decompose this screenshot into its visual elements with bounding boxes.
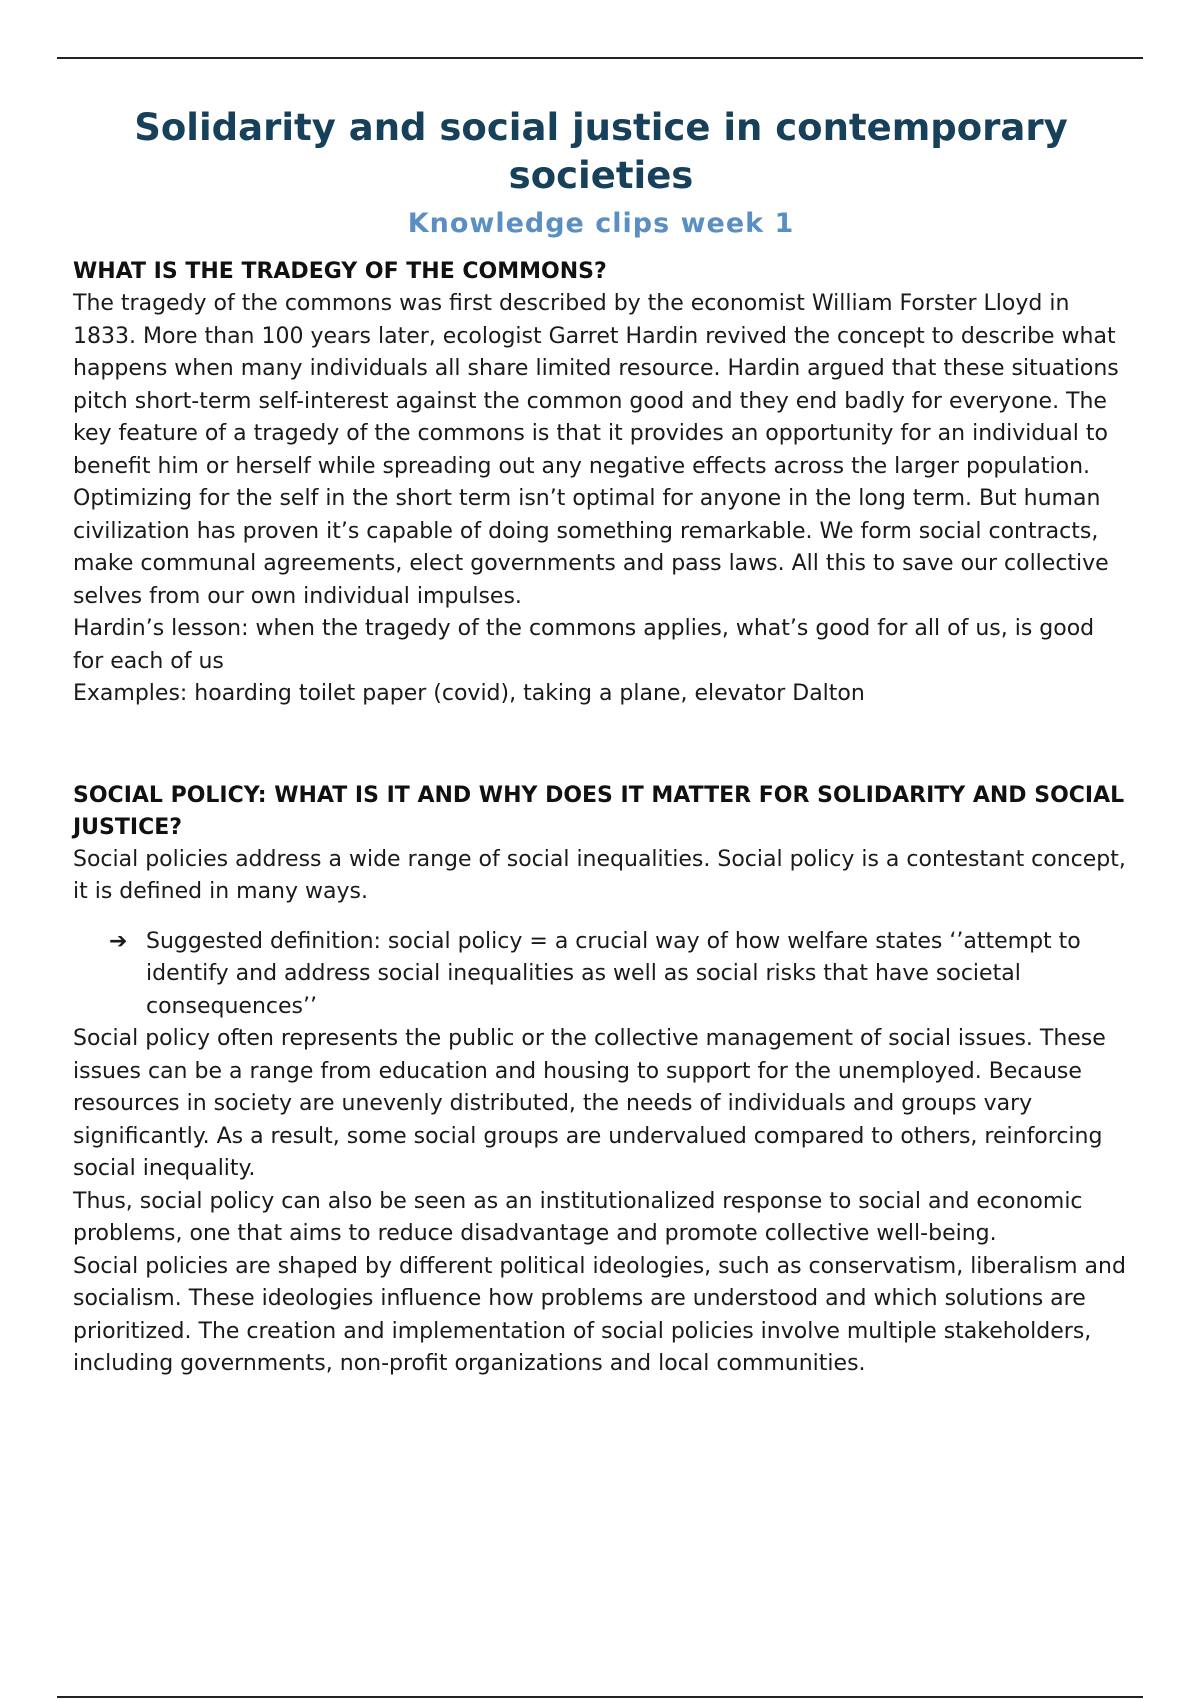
header-rule: [57, 57, 1143, 59]
paragraph: Hardin’s lesson: when the tragedy of the commons applies, what’s good for all of us, is good for each of us: [73, 616, 1095, 674]
paragraph: Examples: hoarding toilet paper (covid), taking a plane, elevator Dalton: [73, 681, 865, 706]
section-heading: WHAT IS THE TRADEGY OF THE COMMONS?: [73, 259, 607, 284]
section-social-policy: [73, 780, 1129, 1381]
footer-rule: [57, 1696, 1143, 1698]
section-heading: SOCIAL POLICY: WHAT IS IT AND WHY DOES IT MATTER FOR SOLIDARITY AND SOCIAL JUSTICE?: [73, 782, 1125, 840]
paragraph: Social policies address a wide range of social inequalities. Social policy is a contestant concept, it is defined in many ways.: [73, 846, 1126, 904]
list-item: [73, 926, 1129, 1024]
paragraph: Optimizing for the self in the short term isn’t optimal for anyone in the long term. But human civilization has proven it’s capable of doing something remarkable. We form social contracts, make communal agreements, elect governments and pass laws. All this to save our collective selves from our own individual impulses.: [73, 486, 1109, 609]
document-body: [73, 104, 1129, 1381]
paragraph: Social policy often represents the public or the collective management of social issues. These issues can be a range from education and housing to support for the unemployed. Because resources in society are unevenly distributed, the needs of individuals and groups vary significantly. As a result, some social groups are undervalued compared to others, reinforcing social inequality.: [73, 1026, 1106, 1181]
section-tragedy-of-the-commons: [73, 256, 1129, 711]
bullet-list: [73, 926, 1129, 1024]
paragraph: Thus, social policy can also be seen as an institutionalized response to social and economic problems, one that aims to reduce disadvantage and promote collective well-being.: [73, 1188, 1083, 1246]
document-subtitle: Knowledge clips week 1: [407, 208, 795, 239]
list-item-text: Suggested definition: social policy = a crucial way of how welfare states ‘’attempt to identify and address social inequalities as well as social risks that have societal consequences’’: [146, 928, 1081, 1019]
paragraph: The tragedy of the commons was first described by the economist William Forster Lloyd in 1833. More than 100 years later, ecologist Garret Hardin revived the concept to describe what happens when many individuals all share limited resource. Hardin argued that these situations pitch short-term self-interest against the common good and they end badly for everyone. The key feature of a tragedy of the commons is that it provides an opportunity for an individual to benefit him or herself while spreading out any negative effects across the larger population.: [73, 291, 1119, 479]
arrow-right-icon: ➔: [109, 928, 128, 954]
document-title: Solidarity and social justice in contemporary societies: [134, 106, 1068, 197]
paragraph: Social policies are shaped by different political ideologies, such as conservatism, liberalism and socialism. These ideologies influence how problems are understood and which solutions are prioritized. The creation and implementation of social policies involve multiple stakeholders, including governments, non-profit organizations and local communities.: [73, 1253, 1126, 1376]
